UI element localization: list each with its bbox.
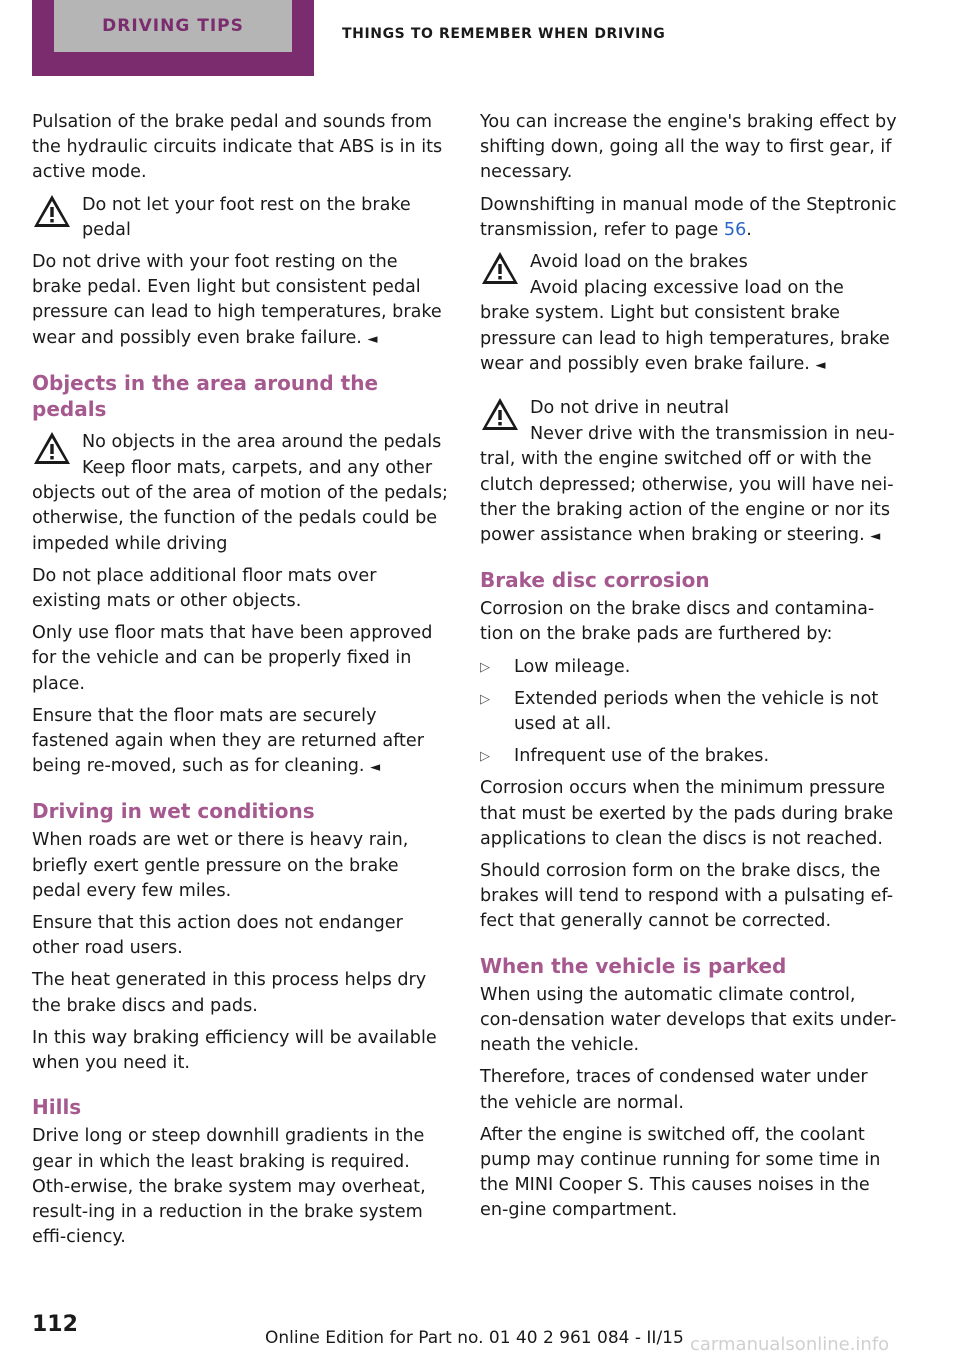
abs-paragraph: Pulsation of the brake pedal and sounds from the hydraulic circuits indicate that ABS is in its active mode. xyxy=(32,112,443,183)
heading-parked: When the vehicle is parked xyxy=(480,953,787,978)
wet-paragraph-1: When roads are wet or there is heavy rain, briefly exert gentle pressure on the brake pedal every few miles. xyxy=(32,830,409,901)
page-number: 112 xyxy=(32,1312,78,1337)
watermark: carmanualsonline.info xyxy=(690,1334,890,1355)
triangle-bullet-icon: ▷ xyxy=(480,691,490,707)
corrosion-list xyxy=(480,655,898,770)
right-column xyxy=(480,110,898,1231)
footer-edition: Online Edition for Part no. 01 40 2 961 084 - II/15 xyxy=(265,1328,684,1348)
steptronic-paragraph xyxy=(480,193,898,243)
section-title: THINGS TO REMEMBER WHEN DRIVING xyxy=(342,26,666,42)
warning-title: Do not drive in neutral xyxy=(530,398,729,419)
end-mark-icon: ◄ xyxy=(870,529,881,545)
wet-paragraph-4: In this way braking efficiency will be available when you need it. xyxy=(32,1027,437,1074)
chapter-tab-label: DRIVING TIPS xyxy=(54,0,292,52)
list-item-text: Infrequent use of the brakes. xyxy=(514,746,770,767)
end-mark-icon: ◄ xyxy=(367,331,378,347)
list-item-text: Low mileage. xyxy=(514,656,631,677)
list-item xyxy=(480,687,898,737)
warning-title: Avoid load on the brakes xyxy=(530,252,748,273)
engine-braking-paragraph: You can increase the engine's braking effect by shifting down, going all the way to first gear, if necessary. xyxy=(480,112,897,183)
warning-title: No objects in the area around the pedals xyxy=(82,431,442,452)
parked-paragraph-1: When using the automatic climate control, con-densation water develops that exits under-neath the vehicle. xyxy=(480,984,897,1056)
warning-neutral xyxy=(480,396,898,421)
warning-triangle-icon xyxy=(480,396,520,434)
warning-foot-rest xyxy=(32,193,450,243)
list-item-text: Extended periods when the vehicle is not used at all. xyxy=(514,688,879,735)
parked-paragraph-3: After the engine is switched off, the coolant pump may continue running for some time in the MINI Cooper S. This causes noises in the en-gine compartment. xyxy=(480,1124,881,1221)
end-mark-icon: ◄ xyxy=(370,760,381,776)
triangle-bullet-icon: ▷ xyxy=(480,659,490,675)
pedals-paragraph-1: Do not place additional floor mats over existing mats or other objects. xyxy=(32,565,377,612)
chapter-tab xyxy=(32,0,314,76)
heading-hills: Hills xyxy=(32,1095,82,1120)
warning-body-text: Never drive with the transmission in neu-tral, with the engine switched off or with the clutch depressed; otherwise, you will have nei-ther the braking action of the engine or nor its power assistance when braking or steering. xyxy=(480,424,895,546)
pedals-paragraph-3 xyxy=(32,704,450,781)
wet-paragraph-2: Ensure that this action does not endanger other road users. xyxy=(32,913,403,959)
warning-pedals xyxy=(32,430,450,455)
warning-body xyxy=(32,250,450,352)
pedals-paragraph-2: Only use floor mats that have been approved for the vehicle and can be properly fixed in place. xyxy=(32,623,433,694)
wet-paragraph-3: The heat generated in this process helps dry the brake discs and pads. xyxy=(32,970,427,1016)
warning-title: Do not let your foot rest on the brake pedal xyxy=(82,194,411,240)
corrosion-paragraph-2: Corrosion occurs when the minimum pressure that must be exerted by the pads during brake applications to clean the discs is not reached. xyxy=(480,778,894,849)
corrosion-paragraph-3: Should corrosion form on the brake discs, the brakes will tend to respond with a pulsating ef-fect that generally cannot be corrected. xyxy=(480,861,894,932)
warning-body xyxy=(480,422,898,549)
warning-triangle-icon xyxy=(32,430,72,468)
warning-body-text: Avoid placing excessive load on the brake system. Light but consistent brake pressure can lead to high temperatures, brake wear and possibly even brake failure. xyxy=(480,278,890,374)
list-item xyxy=(480,655,898,680)
heading-corrosion: Brake disc corrosion xyxy=(480,568,710,593)
hills-paragraph: Drive long or steep downhill gradients in the gear in which the least braking is required. Oth-erwise, the brake system may overheat, result-ing in a reduction in the brake system effi-ciency. xyxy=(32,1126,426,1248)
steptronic-end: . xyxy=(746,219,752,240)
warning-triangle-icon xyxy=(32,193,72,231)
left-column xyxy=(32,110,450,1257)
warning-brake-load xyxy=(480,250,898,275)
parked-paragraph-2: Therefore, traces of condensed water under the vehicle are normal. xyxy=(480,1067,868,1113)
warning-body-text: Do not drive with your foot resting on the brake pedal. Even light but consistent pedal pressure can lead to high temperatures, brake wear and possibly even brake failure. xyxy=(32,252,442,348)
list-item xyxy=(480,744,898,769)
warning-body: Keep floor mats, carpets, and any other objects out of the area of motion of the pedals; otherwise, the function of the pedals could be impeded while driving xyxy=(32,458,448,554)
heading-pedals: Objects in the area around the pedals xyxy=(32,370,379,421)
warning-triangle-icon xyxy=(480,250,520,288)
heading-wet: Driving in wet conditions xyxy=(32,799,315,824)
pedals-paragraph-3-text: Ensure that the floor mats are securely fastened again when they are returned after being re-moved, such as for cleaning. xyxy=(32,705,424,777)
warning-body xyxy=(480,276,898,378)
triangle-bullet-icon: ▷ xyxy=(480,749,490,765)
page-link[interactable]: 56 xyxy=(723,219,747,240)
end-mark-icon: ◄ xyxy=(815,357,826,373)
corrosion-paragraph-1: Corrosion on the brake discs and contamina-tion on the brake pads are furthered by: xyxy=(480,599,875,645)
steptronic-text: Downshifting in manual mode of the Steptronic transmission, refer to page xyxy=(480,194,897,240)
